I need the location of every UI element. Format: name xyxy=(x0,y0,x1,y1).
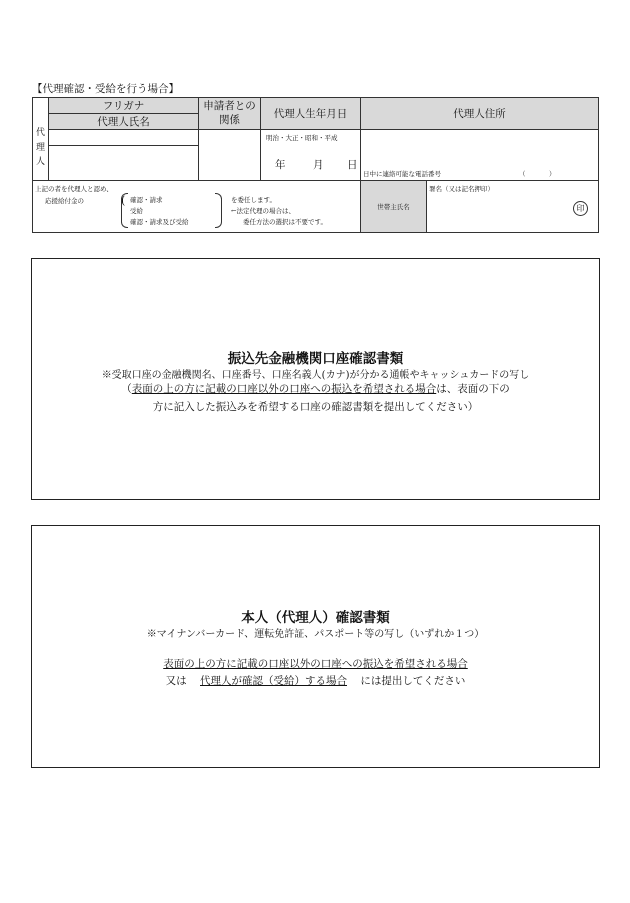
relation-field[interactable] xyxy=(199,130,261,181)
relation-header-line1: 申請者との xyxy=(203,100,256,113)
identity-doc-box xyxy=(31,525,600,768)
id-line2-suffix: には提出してください xyxy=(360,675,466,687)
era-options: 明治・大正・昭和・平成 xyxy=(266,134,338,142)
legal-note-1: ←法定代理の場合は、 xyxy=(231,207,295,215)
id-line1-underlined: 表面の上の方に記載の口座以外の口座への振込を希望される場合 xyxy=(163,658,468,670)
phone-paren-open: （ xyxy=(519,170,526,178)
bank-box-title: 振込先金融機関口座確認書類 xyxy=(227,351,404,367)
proxy-form-table xyxy=(32,97,599,233)
furigana-header: フリガナ xyxy=(49,98,199,114)
relation-header-line2: 関係 xyxy=(219,113,240,126)
option-receive[interactable]: 受給 xyxy=(130,207,143,215)
entrust-text: を委任します。 xyxy=(231,196,276,204)
address-field[interactable] xyxy=(361,130,599,181)
delegation-line2: 応援給付金の xyxy=(45,197,84,205)
side-char: 理 xyxy=(35,142,45,153)
side-char: 代 xyxy=(35,128,45,139)
birthdate-field[interactable] xyxy=(261,130,361,181)
legal-note-2: 委任方法の選択は不要です。 xyxy=(243,218,327,226)
month-label: 月 xyxy=(313,159,324,171)
seal-icon: 印 xyxy=(573,201,588,216)
signature-field[interactable] xyxy=(427,181,599,233)
household-head-label: 世帯主氏名 xyxy=(361,181,427,233)
proxy-section-title: 【代理確認・受給を行う場合】 xyxy=(32,83,179,95)
option-confirm[interactable]: 確認・請求 xyxy=(130,196,163,204)
proxy-name-field[interactable] xyxy=(49,146,199,181)
id-line2-underlined: 代理人が確認（受給）する場合 xyxy=(200,675,347,687)
left-bracket xyxy=(121,193,128,228)
bank-box-line2 xyxy=(32,381,599,396)
bank-line2-rest: は、表面の下の xyxy=(436,383,510,395)
address-header: 代理人住所 xyxy=(361,98,599,130)
phone-paren-close: ） xyxy=(549,170,556,178)
id-box-title: 本人（代理人）確認書類 xyxy=(241,610,390,626)
proxy-side-label xyxy=(33,98,49,181)
furigana-field[interactable] xyxy=(49,130,199,146)
bank-line2-underlined: 表面の上の方に記載の口座以外の口座への振込を希望される場合 xyxy=(131,383,437,395)
bank-paren-open: （ xyxy=(121,383,132,395)
left-brace: ( xyxy=(121,194,126,207)
delegation-line1: 上記の者を代理人と認め、 xyxy=(35,185,113,193)
signature-label: 署名（又は記名押印） xyxy=(429,185,494,193)
relation-header xyxy=(199,98,261,130)
id-line2-prefix: 又は xyxy=(165,675,187,687)
bank-box-note: ※受取口座の金融機関名、口座番号、口座名義人(カナ)が分かる通帳やキャッシュカードの写し xyxy=(101,370,530,381)
day-label: 日 xyxy=(347,159,358,171)
birthdate-header: 代理人生年月日 xyxy=(261,98,361,130)
bank-box-line3: 方に記入した振込みを希望する口座の確認書類を提出してください） xyxy=(152,401,479,413)
id-box-note: ※マイナンバーカード、運転免許証、パスポート等の写し（いずれか１つ） xyxy=(146,629,485,640)
side-char: 人 xyxy=(35,157,45,168)
year-label: 年 xyxy=(275,159,286,171)
proxy-name-header: 代理人氏名 xyxy=(49,114,199,130)
id-box-line2 xyxy=(32,673,599,688)
delegation-cell xyxy=(33,181,361,233)
right-bracket xyxy=(215,193,222,228)
option-both[interactable]: 確認・請求及び受給 xyxy=(130,218,189,226)
id-box-line1 xyxy=(32,656,599,671)
phone-label: 日中に連絡可能な電話番号 xyxy=(363,170,441,178)
bank-account-doc-box xyxy=(31,258,600,500)
